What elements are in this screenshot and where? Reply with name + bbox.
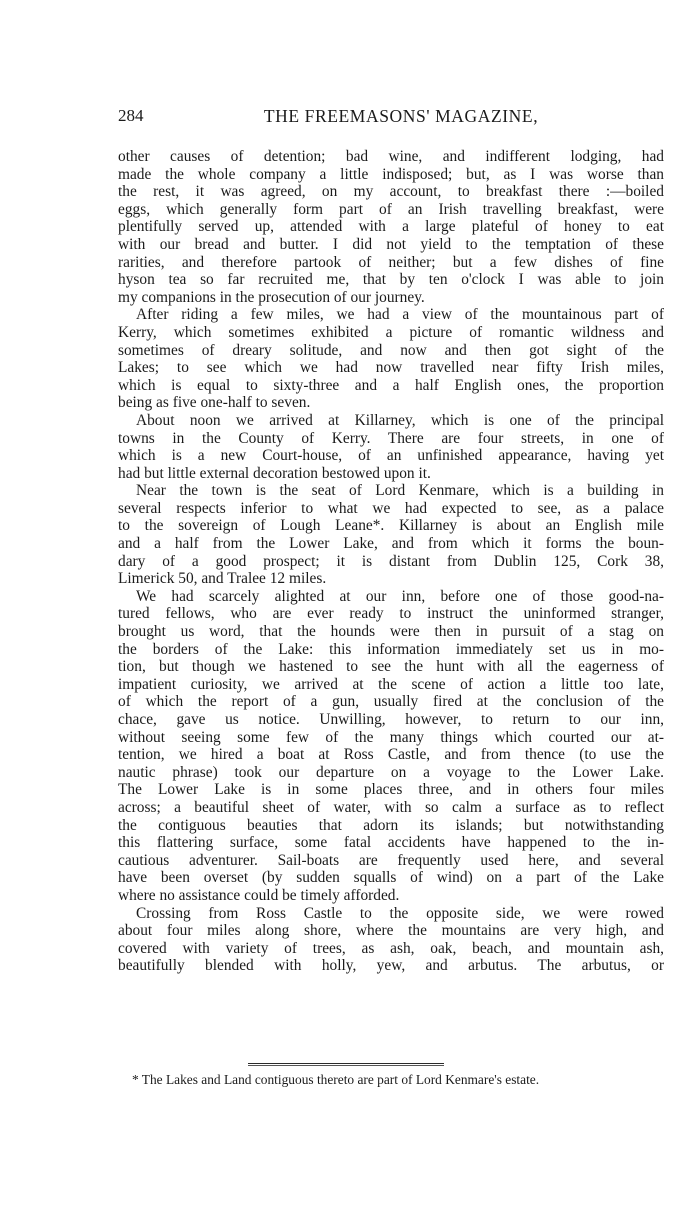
text-line: After riding a few miles, we had a view of the mountainous part of (136, 306, 664, 324)
text-line: about four miles along shore, where the mountains are very high, and (118, 922, 664, 940)
page-header (118, 106, 664, 130)
text-line: beautifully blended with holly, yew, and arbutus. The arbutus, or (118, 957, 664, 975)
text-line: nautic phrase) took our departure on a voyage to the Lower Lake. (118, 763, 664, 781)
text-line: towns in the County of Kerry. There are four streets, in one of (118, 429, 664, 447)
text-line: plentifully served up, attended with a large plateful of honey to eat (118, 218, 664, 236)
text-line: hyson tea so far recruited me, that by ten o'clock I was able to join (118, 271, 664, 289)
text-line: which is equal to sixty-three and a half English ones, the proportion (118, 376, 664, 394)
text-line: chace, gave us notice. Unwilling, however, to return to our inn, (118, 711, 664, 728)
text-line: About noon we arrived at Killarney, which is one of the principal (136, 411, 664, 429)
text-line: being as five one-half to seven. (118, 394, 311, 412)
text-line: the rest, it was agreed, on my account, to breakfast there :—boiled (118, 183, 664, 201)
body-text (118, 148, 664, 975)
text-line: Crossing from Ross Castle to the opposite side, we were rowed (136, 904, 664, 922)
text-line: Near the town is the seat of Lord Kenmare, which is a building in (136, 482, 664, 500)
text-line: We had scarcely alighted at our inn, before one of those good-na- (136, 587, 664, 605)
text-line: rarities, and therefore partook of neither; but a few dishes of fine (118, 253, 664, 271)
page-number: 284 (118, 106, 144, 125)
text-line: Lakes; to see which we had now travelled near fifty Irish miles, (118, 359, 664, 377)
text-line: made the whole company a little indisposed; but, as I was worse than (118, 165, 664, 183)
text-line: have been overset (by sudden squalls of wind) on a part of the Lake (118, 869, 664, 887)
text-line: tention, we hired a boat at Ross Castle, and from thence (to use the (118, 746, 664, 764)
text-line: dary of a good prospect; it is distant from Dublin 125, Cork 38, (118, 552, 664, 570)
text-line: brought us word, that the hounds were then in pursuit of a stag on (118, 623, 664, 641)
text-line: where no assistance could be timely afforded. (118, 886, 400, 904)
text-line: Kerry, which sometimes exhibited a picture of romantic wildness and (118, 323, 664, 341)
text-line: and a half from the Lower Lake, and from which it forms the boun- (118, 535, 664, 553)
text-line: without seeing some few of the many things which courted our at- (118, 728, 664, 746)
text-line: impatient curiosity, we arrived at the scene of action a little too late, (118, 675, 664, 693)
text-line: other causes of detention; bad wine, and indifferent lodging, had (118, 148, 664, 165)
text-line: my companions in the prosecution of our journey. (118, 288, 425, 306)
text-line: covered with variety of trees, as ash, oak, beach, and mountain ash, (118, 939, 664, 957)
footnote-rule (248, 1063, 444, 1066)
text-line: several respects inferior to what we had expected to see, as a palace (118, 499, 664, 517)
running-head: THE FREEMASONS' MAGAZINE, (263, 106, 539, 126)
text-line: of which the report of a gun, usually fired at the conclusion of the (118, 693, 664, 711)
text-line: across; a beautiful sheet of water, with so calm a surface as to reflect (118, 798, 664, 816)
text-line: eggs, which generally form part of an Irish travelling breakfast, were (118, 200, 664, 218)
text-line: had but little external decoration bestowed upon it. (118, 464, 431, 482)
text-line: tion, but though we hastened to see the hunt with all the eagerness of (118, 658, 664, 676)
text-line: this flattering surface, some fatal accidents have happened to the in- (118, 834, 664, 852)
text-line: tured fellows, who are ever ready to instruct the uninformed stranger, (118, 605, 664, 623)
text-line: the borders of the Lake: this information immediately set us in mo- (118, 640, 664, 658)
text-line: to the sovereign of Lough Leane*. Killarney is about an English mile (118, 517, 664, 535)
text-line: Limerick 50, and Tralee 12 miles. (118, 570, 327, 588)
text-line: cautious adventurer. Sail-boats are frequently used here, and several (118, 851, 664, 869)
text-line: sometimes of dreary solitude, and now and then got sight of the (118, 341, 664, 359)
text-line: the contiguous beauties that adorn its islands; but notwithstanding (118, 816, 664, 834)
text-line: The Lower Lake is in some places three, and in others four miles (118, 781, 664, 799)
footnote: * The Lakes and Land contiguous thereto are part of Lord Kenmare's estate. (132, 1072, 540, 1087)
text-line: which is a new Court-house, of an unfinished appearance, having yet (118, 447, 664, 465)
text-line: with our bread and butter. I did not yield to the temptation of these (118, 235, 664, 253)
